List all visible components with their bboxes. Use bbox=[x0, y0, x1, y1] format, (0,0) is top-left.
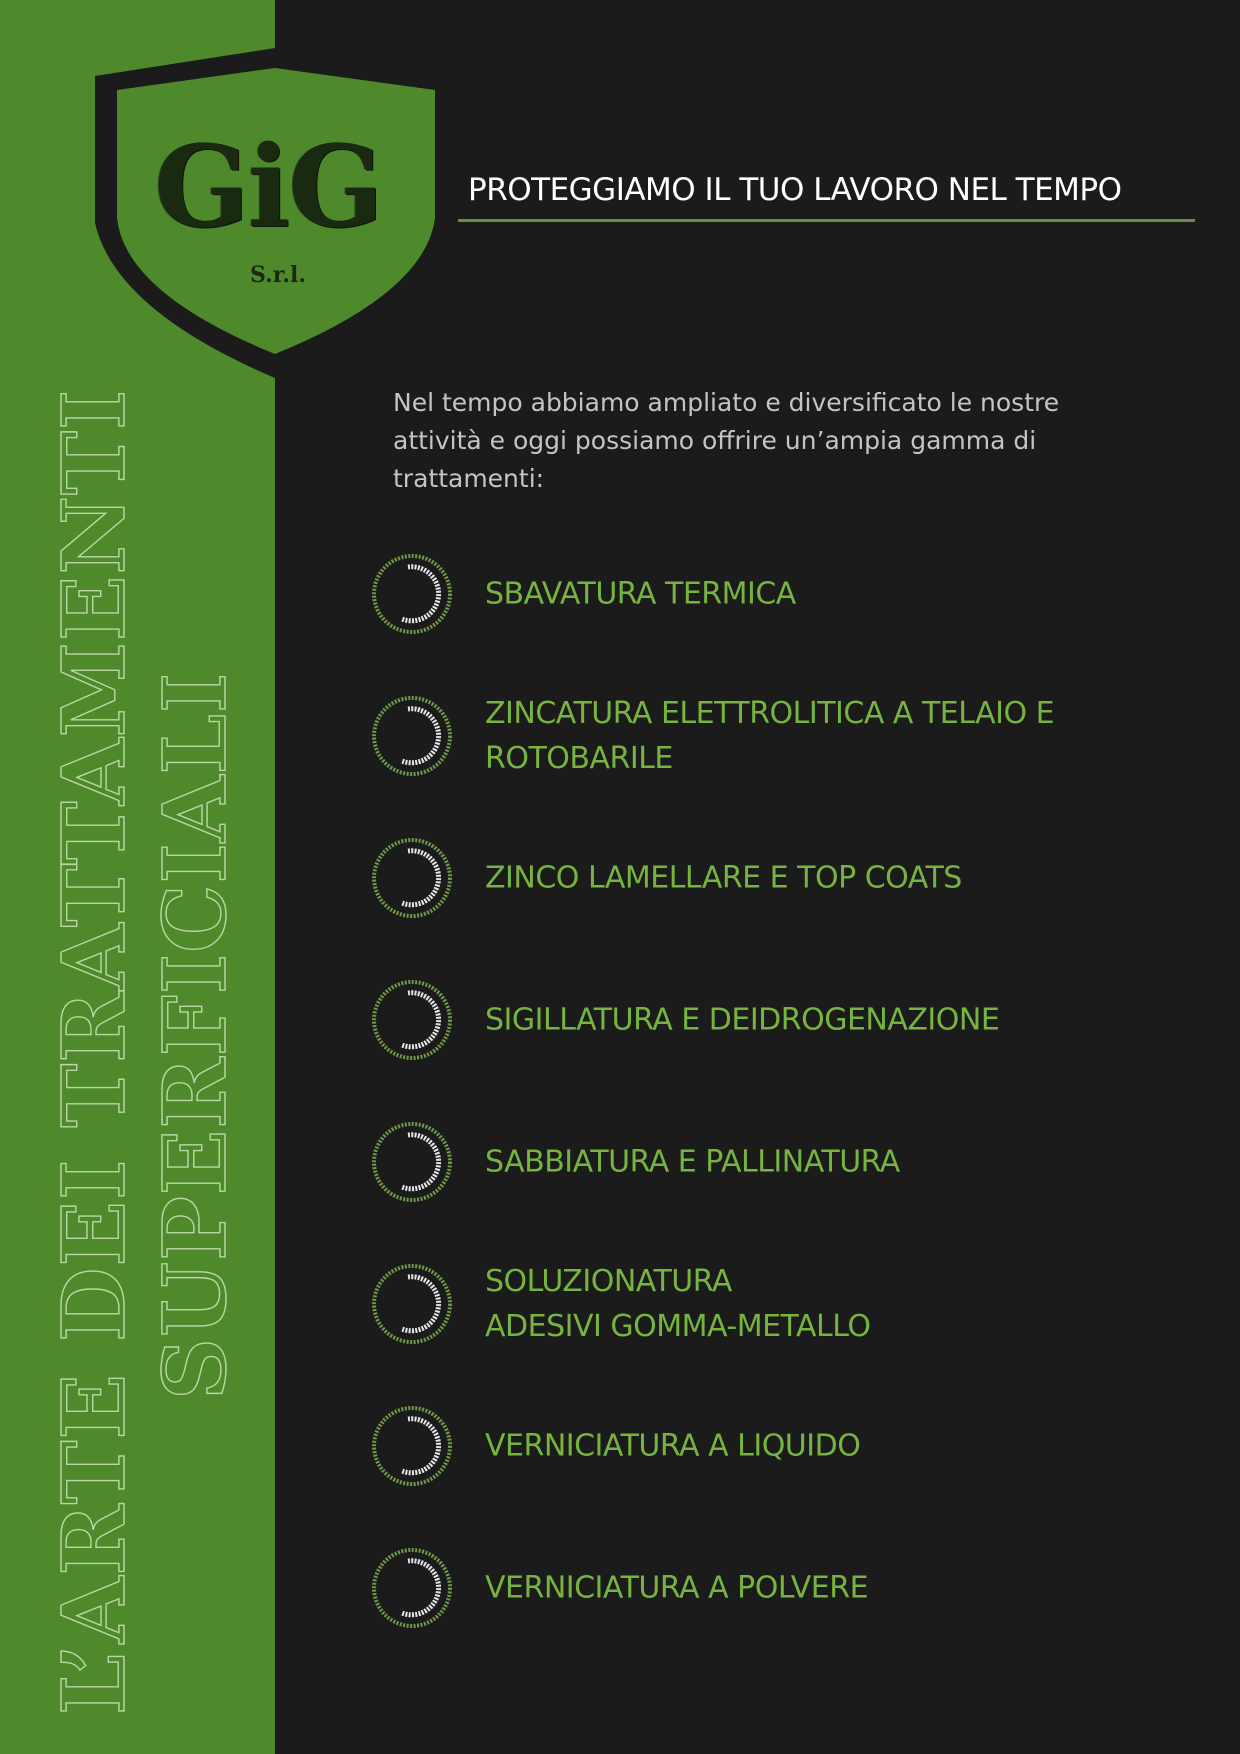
headline-divider bbox=[458, 219, 1195, 222]
ring-bullet-icon bbox=[372, 690, 454, 782]
ring-bullet-icon bbox=[372, 1542, 454, 1634]
sidebar-tagline-line1: L’ARTE DEI TRATTAMENTI bbox=[44, 388, 145, 1715]
treatment-label: ZINCATURA ELETTROLITICA A TELAIO E ROTOBARILE bbox=[485, 696, 1055, 776]
list-item bbox=[372, 548, 1232, 640]
ring-bullet-icon bbox=[372, 974, 454, 1066]
list-item bbox=[372, 1400, 1232, 1492]
ring-bullet-icon bbox=[372, 1258, 454, 1350]
treatment-label: ZINCO LAMELLARE E TOP COATS bbox=[485, 860, 962, 896]
treatment-label: SIGILLATURA E DEIDROGENAZIONE bbox=[485, 1002, 1000, 1038]
ring-bullet-icon bbox=[372, 1116, 454, 1208]
treatment-label: SABBIATURA E PALLINATURA bbox=[485, 1144, 900, 1180]
list-item bbox=[372, 832, 1232, 924]
treatment-label: SBAVATURA TERMICA bbox=[485, 576, 796, 612]
sidebar-tagline-line2: SUPERFICIALI bbox=[145, 671, 246, 1400]
ring-bullet-icon bbox=[372, 832, 454, 924]
ring-bullet-icon bbox=[372, 548, 454, 640]
treatment-label: SOLUZIONATURA ADESIVI GOMMA-METALLO bbox=[485, 1264, 871, 1344]
company-suffix: S.r.l. bbox=[249, 262, 306, 288]
page-headline: PROTEGGIAMO IL TUO LAVORO NEL TEMPO bbox=[468, 172, 1122, 208]
company-logo: GiG bbox=[154, 122, 382, 253]
list-item bbox=[372, 1258, 1232, 1350]
list-item bbox=[372, 1542, 1232, 1634]
list-item bbox=[372, 974, 1232, 1066]
intro-paragraph: Nel tempo abbiamo ampliato e diversificato le nostre attività e oggi possiamo offrire un’ampia gamma di trattamenti: bbox=[393, 388, 1060, 493]
treatment-label: VERNICIATURA A LIQUIDO bbox=[485, 1428, 861, 1464]
list-item bbox=[372, 1116, 1232, 1208]
ring-bullet-icon bbox=[372, 1400, 454, 1492]
list-item bbox=[372, 690, 1232, 782]
treatment-label: VERNICIATURA A POLVERE bbox=[485, 1570, 869, 1606]
